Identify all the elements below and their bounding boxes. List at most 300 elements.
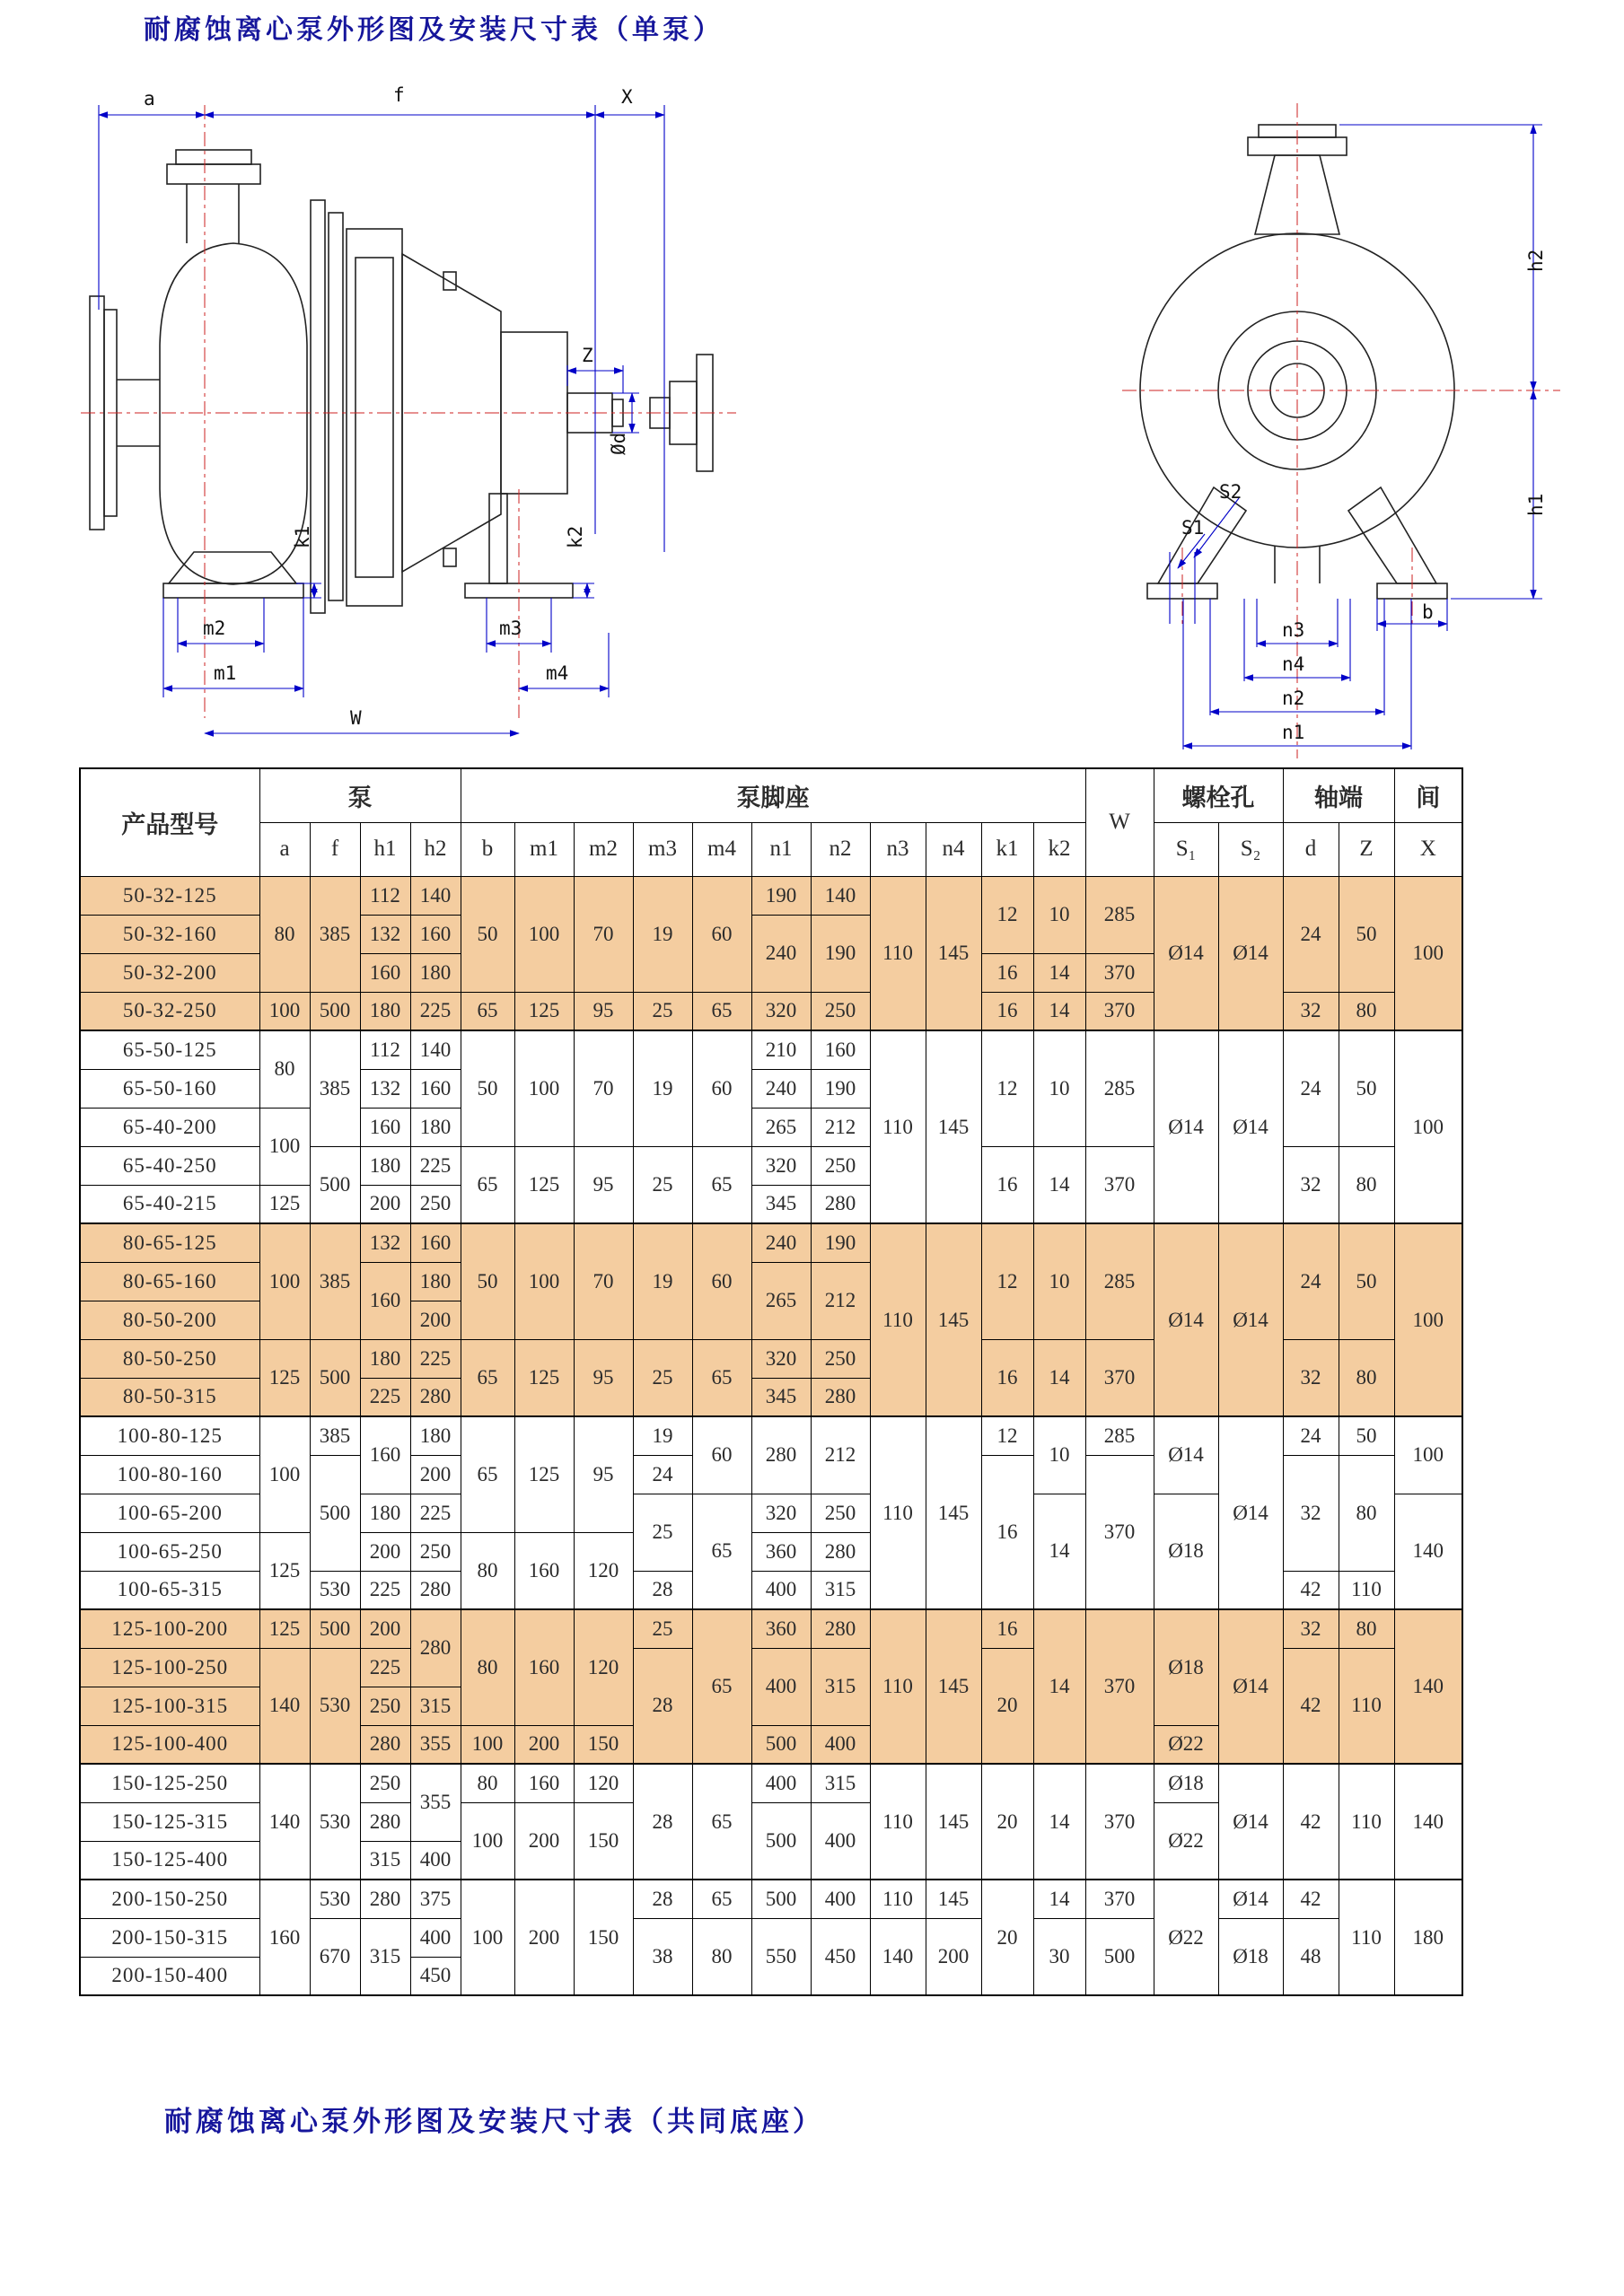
header-h1: h1 (360, 822, 410, 876)
dim-cell: 100 (259, 1416, 310, 1532)
table-row (80, 1416, 1462, 1455)
dim-cell: 42 (1283, 1648, 1339, 1764)
dim-cell: 200 (360, 1609, 410, 1648)
dim-cell: Ø22 (1154, 1802, 1218, 1880)
model-cell: 65-40-200 (80, 1108, 259, 1146)
dim-cell: 180 (1394, 1880, 1462, 1995)
dim-cell: 160 (514, 1532, 574, 1609)
dim-cell: 80 (1339, 1609, 1394, 1648)
dim-cell: 95 (574, 1416, 633, 1532)
dim-cell: 50 (461, 1030, 514, 1146)
dim-cell: 360 (751, 1609, 811, 1648)
dim-cell: 190 (811, 1069, 870, 1108)
dim-cell: 145 (926, 1609, 981, 1764)
dim-cell: Ø14 (1218, 1880, 1283, 1918)
dim-label-b: b (1422, 601, 1434, 623)
dim-cell: 400 (811, 1802, 870, 1880)
dim-cell: 24 (1283, 1223, 1339, 1339)
dim-cell: 320 (751, 992, 811, 1030)
dim-cell: 500 (310, 1455, 360, 1571)
dim-cell: 110 (870, 1416, 926, 1609)
dim-cell: 80 (461, 1532, 514, 1609)
dim-cell: 100 (1394, 1416, 1462, 1494)
dim-cell: 160 (410, 1069, 461, 1108)
dim-cell: 345 (751, 1378, 811, 1416)
dim-cell: 100 (461, 1880, 514, 1995)
dim-label-k2: k2 (565, 525, 586, 548)
header-a: a (259, 822, 310, 876)
dim-cell: 125 (514, 992, 574, 1030)
dim-label-z: Z (582, 345, 593, 366)
dim-cell: 190 (811, 1223, 870, 1262)
dim-cell: 315 (811, 1648, 870, 1725)
dim-cell: 28 (633, 1648, 692, 1764)
dim-cell: 500 (1085, 1918, 1154, 1995)
dim-cell: 280 (410, 1378, 461, 1416)
dim-cell: 240 (751, 1069, 811, 1108)
dim-cell: 110 (870, 1030, 926, 1223)
dim-cell: 180 (360, 1146, 410, 1185)
dim-cell: 500 (751, 1880, 811, 1918)
dim-cell: 190 (751, 876, 811, 915)
dim-cell: 140 (1394, 1609, 1462, 1764)
dim-cell: 50 (1339, 876, 1394, 992)
dim-cell: 60 (692, 1030, 751, 1146)
model-cell: 65-50-125 (80, 1030, 259, 1069)
dim-cell: 200 (514, 1802, 574, 1880)
dim-cell: 285 (1085, 1416, 1154, 1455)
dim-cell: 200 (410, 1301, 461, 1339)
dim-cell: 100 (259, 992, 310, 1030)
dim-cell: 315 (811, 1571, 870, 1609)
header-m2: m2 (574, 822, 633, 876)
dim-cell: 10 (1033, 1030, 1085, 1146)
dim-label-x: X (621, 86, 633, 108)
model-cell: 125-100-200 (80, 1609, 259, 1648)
dim-cell: 112 (360, 876, 410, 915)
dim-cell: 530 (310, 1571, 360, 1609)
dim-cell: 25 (633, 1339, 692, 1416)
table-row (80, 1764, 1462, 1802)
dim-cell: 125 (259, 1185, 310, 1223)
dim-cell: 80 (1339, 1146, 1394, 1223)
dim-cell: 200 (360, 1185, 410, 1223)
dim-cell: 100 (461, 1725, 514, 1764)
dim-cell: 24 (1283, 1030, 1339, 1146)
dim-cell: 145 (926, 1880, 981, 1918)
dim-label-m1: m1 (214, 662, 237, 684)
dim-cell: 160 (514, 1609, 574, 1725)
dim-cell: 400 (751, 1571, 811, 1609)
dim-cell: 100 (514, 876, 574, 992)
dim-cell: 320 (751, 1339, 811, 1378)
dim-cell: 285 (1085, 876, 1154, 953)
dim-cell: 14 (1033, 1764, 1085, 1880)
dim-cell: 19 (633, 1416, 692, 1455)
dim-label-od: Ød (608, 432, 629, 455)
dim-cell: 80 (461, 1764, 514, 1802)
dim-cell: 120 (574, 1764, 633, 1802)
dim-cell: 42 (1283, 1764, 1339, 1880)
model-cell: 200-150-250 (80, 1880, 259, 1918)
dim-cell: 250 (410, 1185, 461, 1223)
dim-cell: 180 (410, 1262, 461, 1301)
front-view-labels (1181, 250, 1547, 743)
dim-cell: 385 (310, 1416, 360, 1455)
header-h2: h2 (410, 822, 461, 876)
dim-cell: 225 (410, 1494, 461, 1532)
model-cell: 50-32-250 (80, 992, 259, 1030)
dim-cell: 140 (811, 876, 870, 915)
dim-cell: 120 (574, 1532, 633, 1609)
dim-label-n1: n1 (1282, 722, 1305, 743)
dim-cell: 315 (360, 1841, 410, 1880)
dim-cell: 210 (751, 1030, 811, 1069)
dim-cell: 28 (633, 1571, 692, 1609)
dim-cell: 112 (360, 1030, 410, 1069)
dim-cell: 140 (1394, 1764, 1462, 1880)
dim-cell: 132 (360, 1223, 410, 1262)
dim-cell: 24 (1283, 876, 1339, 992)
page-title: 耐腐蚀离心泵外形图及安装尺寸表（单泵） (144, 14, 724, 46)
dim-cell: 14 (1033, 1880, 1085, 1918)
dim-cell: 225 (410, 1146, 461, 1185)
dim-cell: 70 (574, 1223, 633, 1339)
front-view-dimensions (1170, 125, 1542, 749)
header-n2: n2 (811, 822, 870, 876)
dim-cell: 125 (514, 1146, 574, 1223)
dim-cell: 550 (751, 1918, 811, 1995)
dim-cell: 160 (410, 1223, 461, 1262)
dim-cell: 110 (1339, 1880, 1394, 1995)
dim-label-h2: h2 (1525, 249, 1547, 272)
dim-label-a: a (144, 88, 155, 110)
dim-cell: 25 (633, 1494, 692, 1571)
dim-cell: 65 (692, 992, 751, 1030)
dim-cell: 265 (751, 1262, 811, 1339)
dim-cell: 225 (360, 1648, 410, 1687)
dim-cell: 530 (310, 1880, 360, 1918)
dim-cell: 16 (981, 1339, 1033, 1416)
dim-cell: 320 (751, 1494, 811, 1532)
dim-cell: 125 (259, 1609, 310, 1648)
model-cell: 200-150-400 (80, 1957, 259, 1995)
dim-label-n3: n3 (1282, 619, 1305, 641)
dim-cell: 80 (1339, 992, 1394, 1030)
dim-cell: 100 (514, 1223, 574, 1339)
dim-cell: 280 (811, 1378, 870, 1416)
dim-cell: 20 (981, 1880, 1033, 1995)
dim-cell: 370 (1085, 1764, 1154, 1880)
dim-label-s1: S1 (1181, 517, 1205, 539)
dim-cell: 180 (360, 1339, 410, 1378)
dim-cell: 32 (1283, 1339, 1339, 1416)
dim-cell: 400 (811, 1725, 870, 1764)
dim-cell: 370 (1085, 953, 1154, 992)
dim-cell: 50 (461, 876, 514, 992)
dim-cell: 250 (811, 1494, 870, 1532)
dim-cell: 500 (751, 1802, 811, 1880)
dim-cell: 110 (870, 1223, 926, 1416)
model-cell: 65-40-250 (80, 1146, 259, 1185)
dim-cell: 500 (310, 1609, 360, 1648)
dim-cell: 38 (633, 1918, 692, 1995)
dim-cell: 530 (310, 1764, 360, 1880)
dim-cell: 385 (310, 876, 360, 992)
header-group-pump: 泵 (259, 768, 461, 822)
dim-cell: 145 (926, 1223, 981, 1416)
table-row (80, 1223, 1462, 1262)
dim-cell: 500 (310, 1146, 360, 1223)
dim-cell: 80 (1339, 1339, 1394, 1416)
dim-cell: 355 (410, 1764, 461, 1841)
dim-cell: 280 (811, 1185, 870, 1223)
model-cell: 80-50-200 (80, 1301, 259, 1339)
dim-cell: 14 (1033, 992, 1085, 1030)
dim-cell: 65 (461, 1416, 514, 1532)
dim-cell: 160 (360, 953, 410, 992)
dim-cell: 24 (633, 1455, 692, 1494)
dim-cell: 355 (410, 1725, 461, 1764)
dim-cell: 110 (1339, 1764, 1394, 1880)
model-cell: 80-50-315 (80, 1378, 259, 1416)
dim-cell: 140 (410, 1030, 461, 1069)
dim-cell: 132 (360, 1069, 410, 1108)
dim-cell: 370 (1085, 1146, 1154, 1223)
dim-cell: Ø14 (1154, 876, 1218, 1030)
dim-cell: 160 (410, 915, 461, 953)
dim-cell: 19 (633, 876, 692, 992)
dim-cell: 180 (360, 992, 410, 1030)
dim-cell: 400 (751, 1648, 811, 1725)
dim-cell: 10 (1033, 876, 1085, 953)
dim-cell: 212 (811, 1108, 870, 1146)
table-row (80, 876, 1462, 915)
side-view-centerlines (81, 105, 736, 718)
model-cell: 100-80-125 (80, 1416, 259, 1455)
dimension-table-body (80, 876, 1462, 1995)
dim-cell: Ø18 (1154, 1764, 1218, 1802)
dim-cell: 110 (870, 1764, 926, 1880)
dim-cell: 32 (1283, 992, 1339, 1030)
dim-cell: 500 (310, 992, 360, 1030)
dim-cell: Ø18 (1218, 1918, 1283, 1995)
header-k1: k1 (981, 822, 1033, 876)
dim-cell: 110 (870, 876, 926, 1030)
header-m4: m4 (692, 822, 751, 876)
dim-cell: 160 (360, 1108, 410, 1146)
dim-cell: Ø14 (1218, 1030, 1283, 1223)
dim-cell: 400 (811, 1880, 870, 1918)
dim-cell: 10 (1033, 1223, 1085, 1339)
dim-cell: 30 (1033, 1918, 1085, 1995)
dim-cell: Ø14 (1154, 1030, 1218, 1223)
dim-cell: 212 (811, 1262, 870, 1339)
dim-cell: 180 (410, 1416, 461, 1455)
dim-cell: 315 (811, 1764, 870, 1802)
dim-label-m3: m3 (499, 618, 522, 639)
dim-cell: 370 (1085, 1339, 1154, 1416)
dim-cell: 12 (981, 1223, 1033, 1339)
dim-cell: Ø14 (1218, 1223, 1283, 1416)
dim-cell: 20 (981, 1764, 1033, 1880)
header-n3: n3 (870, 822, 926, 876)
dim-cell: 240 (751, 1223, 811, 1262)
dim-cell: 120 (574, 1609, 633, 1725)
dim-label-f: f (393, 84, 405, 106)
dim-cell: 80 (259, 876, 310, 992)
dim-cell: 20 (981, 1648, 1033, 1764)
dim-cell: 225 (410, 992, 461, 1030)
dim-cell: 670 (310, 1918, 360, 1995)
dim-cell: Ø14 (1154, 1223, 1218, 1416)
dim-cell: 25 (633, 992, 692, 1030)
side-view-dimensions (99, 105, 664, 733)
dim-cell: 16 (981, 1455, 1033, 1609)
dim-cell: 370 (1085, 1455, 1154, 1609)
dim-cell: 65 (692, 1764, 751, 1880)
dim-cell: 14 (1033, 1494, 1085, 1609)
dim-cell: Ø14 (1218, 876, 1283, 1030)
dim-cell: 14 (1033, 953, 1085, 992)
table-header (80, 768, 1462, 876)
dim-cell: 500 (310, 1339, 360, 1416)
dim-cell: 370 (1085, 992, 1154, 1030)
dim-cell: 160 (360, 1262, 410, 1339)
dim-cell: 19 (633, 1223, 692, 1339)
dim-cell: 14 (1033, 1339, 1085, 1416)
dim-cell: 280 (360, 1802, 410, 1841)
dim-cell: 200 (514, 1880, 574, 1995)
front-view-centerlines (1122, 103, 1560, 758)
dim-cell: 285 (1085, 1223, 1154, 1339)
dimension-table (79, 767, 1463, 1996)
dim-cell: Ø22 (1154, 1725, 1218, 1764)
dim-cell: 12 (981, 1416, 1033, 1455)
dim-cell: 160 (811, 1030, 870, 1069)
model-cell: 125-100-400 (80, 1725, 259, 1764)
dim-cell: 500 (751, 1725, 811, 1764)
dim-cell: 16 (981, 1146, 1033, 1223)
dim-cell: Ø18 (1154, 1609, 1218, 1725)
dim-cell: 100 (1394, 1030, 1462, 1223)
table-row (80, 1609, 1462, 1648)
header-group-gap: 间 (1394, 768, 1462, 822)
dim-cell: 80 (461, 1609, 514, 1725)
dim-cell: 25 (633, 1146, 692, 1223)
dim-cell: 370 (1085, 1880, 1154, 1918)
dim-cell: 240 (751, 915, 811, 992)
dim-cell: 65 (692, 1146, 751, 1223)
dim-cell: 100 (259, 1223, 310, 1339)
dim-cell: Ø14 (1218, 1609, 1283, 1764)
dim-label-w: W (350, 707, 362, 729)
dim-cell: 320 (751, 1146, 811, 1185)
dim-cell: 16 (981, 992, 1033, 1030)
header-n4: n4 (926, 822, 981, 876)
dim-cell: 160 (360, 1416, 410, 1494)
header-f: f (310, 822, 360, 876)
dim-cell: 12 (981, 1030, 1033, 1146)
dim-cell: 42 (1283, 1880, 1339, 1918)
dim-cell: 280 (811, 1609, 870, 1648)
header-n1: n1 (751, 822, 811, 876)
model-cell: 150-125-315 (80, 1802, 259, 1841)
dim-label-k1: k1 (292, 525, 313, 548)
header-m1: m1 (514, 822, 574, 876)
dim-cell: 140 (1394, 1494, 1462, 1609)
dim-cell: 450 (410, 1957, 461, 1995)
dim-cell: 50 (1339, 1416, 1394, 1455)
header-s2: S₂ (1218, 822, 1283, 876)
header-w: W (1085, 768, 1154, 876)
dim-cell: 280 (360, 1880, 410, 1918)
dim-cell: 370 (1085, 1609, 1154, 1764)
dim-cell: 265 (751, 1108, 811, 1146)
dim-cell: 50 (1339, 1223, 1394, 1339)
dim-cell: 125 (514, 1416, 574, 1532)
dim-cell: 150 (574, 1725, 633, 1764)
dim-cell: 250 (811, 992, 870, 1030)
dim-cell: 65 (692, 1494, 751, 1609)
dim-cell: 180 (410, 953, 461, 992)
dim-cell: 132 (360, 915, 410, 953)
dim-cell: 360 (751, 1532, 811, 1571)
header-group-shaft: 轴端 (1283, 768, 1394, 822)
dim-cell: 200 (926, 1918, 981, 1995)
dim-cell: 65 (461, 992, 514, 1030)
dim-cell: 10 (1033, 1416, 1085, 1494)
dim-label-n4: n4 (1282, 653, 1305, 675)
dim-cell: 24 (1283, 1416, 1339, 1455)
table-row (80, 1030, 1462, 1069)
model-cell: 50-32-200 (80, 953, 259, 992)
dim-cell: 400 (751, 1764, 811, 1802)
dim-cell: 345 (751, 1185, 811, 1223)
dim-cell: 385 (310, 1223, 360, 1339)
dim-cell: 225 (360, 1378, 410, 1416)
dim-cell: 250 (360, 1764, 410, 1802)
dim-cell: 140 (259, 1764, 310, 1880)
dim-cell: Ø14 (1218, 1416, 1283, 1609)
model-cell: 125-100-315 (80, 1687, 259, 1725)
dim-cell: 280 (751, 1416, 811, 1494)
dim-cell: Ø22 (1154, 1880, 1218, 1995)
header-z: Z (1339, 822, 1394, 876)
dim-cell: 315 (410, 1687, 461, 1725)
header-d: d (1283, 822, 1339, 876)
dim-cell: 110 (870, 1609, 926, 1764)
dim-cell: 16 (981, 953, 1033, 992)
header-s1: S₁ (1154, 822, 1218, 876)
dim-cell: 125 (259, 1339, 310, 1416)
dim-cell: 375 (410, 1880, 461, 1918)
dim-cell: 48 (1283, 1918, 1339, 1995)
model-cell: 125-100-250 (80, 1648, 259, 1687)
header-group-foot: 泵脚座 (461, 768, 1085, 822)
dim-cell: 145 (926, 1416, 981, 1609)
model-cell: 80-65-125 (80, 1223, 259, 1262)
dim-cell: 212 (811, 1416, 870, 1494)
model-cell: 100-65-250 (80, 1532, 259, 1571)
dim-cell: 65 (461, 1146, 514, 1223)
dim-cell: 80 (692, 1918, 751, 1995)
dim-cell: 100 (1394, 876, 1462, 1030)
model-cell: 80-65-160 (80, 1262, 259, 1301)
dim-cell: 315 (360, 1918, 410, 1995)
dim-label-m2: m2 (203, 618, 226, 639)
dim-cell: 250 (360, 1687, 410, 1725)
